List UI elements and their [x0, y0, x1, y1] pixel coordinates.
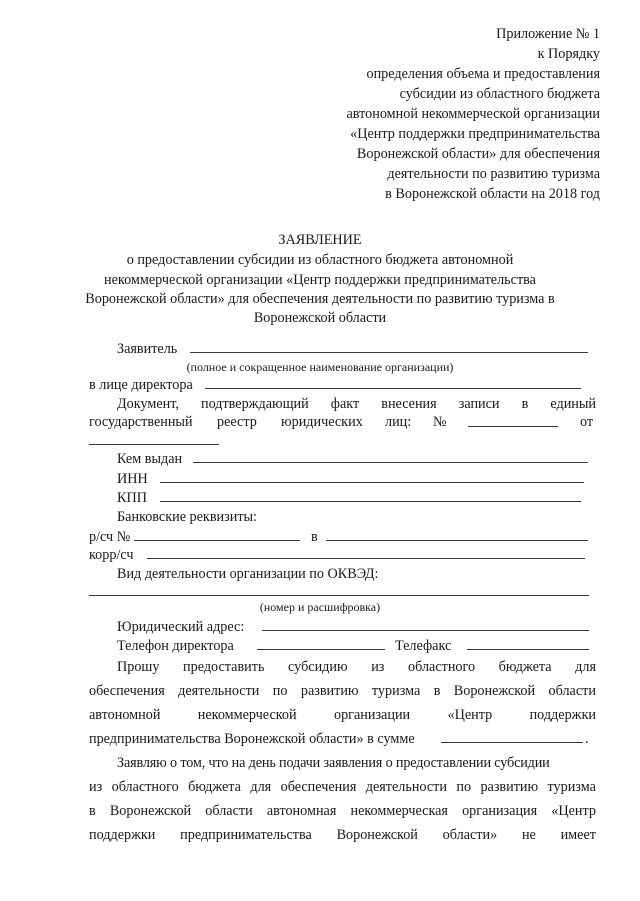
appendix-line: «Центр поддержки предпринимательства	[350, 126, 600, 142]
register-number-field[interactable]	[468, 426, 558, 427]
page-title: ЗАЯВЛЕНИЕ	[278, 232, 362, 248]
account-field[interactable]	[134, 540, 300, 541]
register-word: лиц:	[385, 414, 412, 430]
address-field[interactable]	[262, 630, 589, 631]
amount-period: .	[585, 731, 589, 747]
appendix-line: деятельности по развитию туризма	[387, 166, 600, 182]
register-number-sign: №	[433, 414, 447, 430]
director-label: в лице директора	[89, 377, 193, 393]
applicant-label: Заявитель	[117, 341, 178, 357]
fax-label: Телефакс	[395, 638, 452, 654]
subtitle-line: Воронежской области	[253, 310, 387, 326]
okved-label: Вид деятельности организации по ОКВЭД:	[117, 566, 379, 582]
document-line: Документ, подтверждающий факт внесения записи в единый	[117, 396, 596, 412]
register-line: государственный	[89, 414, 193, 430]
appendix-line: к Порядку	[537, 46, 600, 62]
fax-field[interactable]	[467, 649, 589, 650]
issued-field[interactable]	[193, 462, 588, 463]
register-from: от	[580, 414, 594, 430]
inn-field[interactable]	[160, 482, 584, 483]
corr-field[interactable]	[147, 558, 585, 559]
account-label: р/сч №	[89, 529, 131, 545]
phone-label: Телефон директора	[117, 638, 234, 654]
applicant-hint: (полное и сокращенное наименование организации)	[186, 360, 454, 374]
subtitle-line: о предоставлении субсидии из областного бюджета автономной	[126, 252, 514, 268]
declaration-line: Заявляю о том, что на день подачи заявления о предоставлении субсидии	[117, 755, 550, 771]
okved-hint: (номер и расшифровка)	[259, 600, 381, 614]
okved-field[interactable]	[89, 595, 589, 596]
applicant-field[interactable]	[190, 352, 588, 353]
kpp-label: КПП	[117, 490, 147, 506]
appendix-line: автономной некоммерческой организации	[346, 106, 600, 122]
declaration-line: в Воронежской области автономная некоммерческая организация «Центр	[89, 803, 596, 819]
register-date-field[interactable]	[89, 444, 219, 445]
appendix-line: субсидии из областного бюджета	[399, 86, 600, 102]
address-label: Юридический адрес:	[117, 619, 245, 635]
request-line: обеспечения деятельности по развитию туризма в Воронежской области	[89, 683, 596, 699]
appendix-line: в Воронежской области на 2018 год	[385, 186, 600, 202]
subtitle-line: Воронежской области» для обеспечения деятельности по развитию туризма в	[85, 291, 555, 307]
corr-label: корр/сч	[89, 547, 134, 563]
issued-label: Кем выдан	[117, 451, 183, 467]
director-field[interactable]	[205, 388, 581, 389]
request-line: предпринимательства Воронежской области» в сумме	[89, 731, 415, 747]
declaration-line: поддержки предпринимательства Воронежской области» не имеет	[89, 827, 596, 843]
register-word: реестр	[217, 414, 257, 430]
inn-label: ИНН	[117, 471, 148, 487]
request-line: автономной некоммерческой организации «Центр поддержки	[89, 707, 596, 723]
phone-field[interactable]	[257, 649, 385, 650]
bank-name-field[interactable]	[326, 540, 588, 541]
appendix-line: определения объема и предоставления	[366, 66, 600, 82]
register-word: юридических	[281, 414, 363, 430]
appendix-line: Воронежской области» для обеспечения	[356, 146, 600, 162]
bank-label: Банковские реквизиты:	[117, 509, 257, 525]
appendix-line: Приложение № 1	[496, 26, 600, 42]
kpp-field[interactable]	[160, 501, 581, 502]
account-in-label: в	[311, 529, 318, 545]
request-line: Прошу предоставить субсидию из областного бюджета для	[117, 659, 596, 675]
declaration-line: из областного бюджета для обеспечения деятельности по развитию туризма	[89, 779, 596, 795]
subtitle-line: некоммерческой организации «Центр поддержки предпринимательства	[104, 272, 536, 288]
amount-field[interactable]	[441, 742, 583, 743]
